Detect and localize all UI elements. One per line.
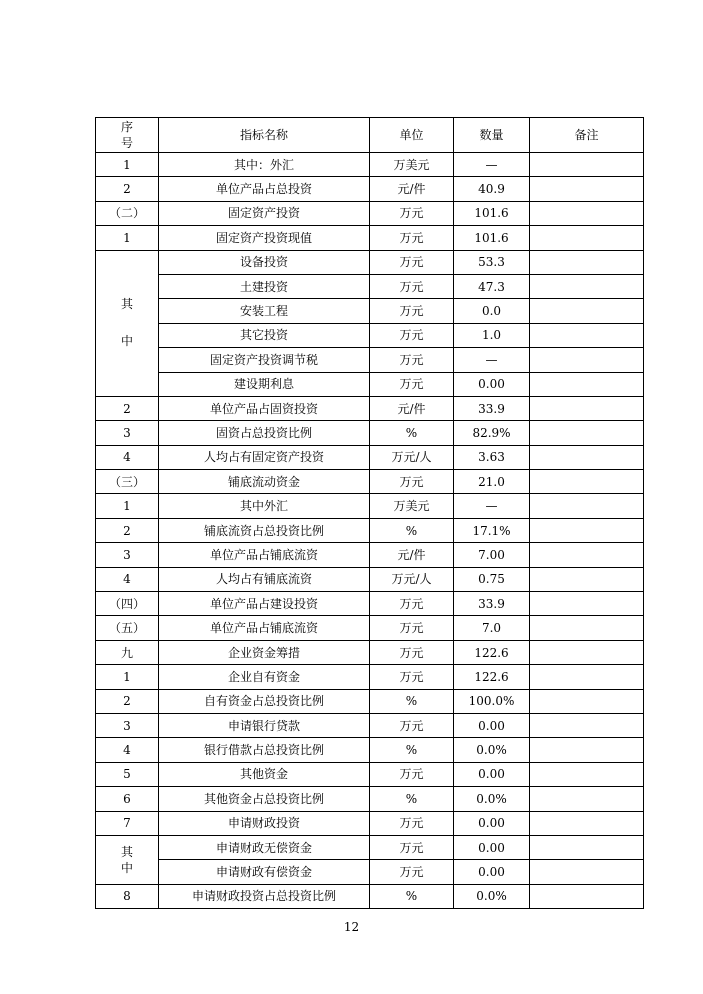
- note-cell: [530, 860, 644, 884]
- unit-cell: 万元: [370, 616, 454, 640]
- seq-cell: （五）: [96, 616, 159, 640]
- table-row: [96, 201, 644, 225]
- unit-cell: 万元/人: [370, 445, 454, 469]
- note-cell: [530, 299, 644, 323]
- table-row: [96, 592, 644, 616]
- name-cell: 其他资金占总投资比例: [159, 787, 370, 811]
- name-cell: 申请银行贷款: [159, 713, 370, 737]
- unit-cell: 万美元: [370, 494, 454, 518]
- name-cell: 固资占总投资比例: [159, 421, 370, 445]
- unit-cell: 万元: [370, 470, 454, 494]
- table-row: [96, 274, 644, 298]
- seq-cell: 1: [96, 226, 159, 250]
- table-row: [96, 738, 644, 762]
- qty-cell: 0.0%: [454, 738, 530, 762]
- table-row: [96, 811, 644, 835]
- note-cell: [530, 567, 644, 591]
- table-row: [96, 153, 644, 177]
- note-cell: [530, 250, 644, 274]
- table-row: [96, 567, 644, 591]
- qty-cell: —: [454, 494, 530, 518]
- group-label-char: 中: [120, 334, 133, 349]
- note-cell: [530, 616, 644, 640]
- name-cell: 铺底流资占总投资比例: [159, 518, 370, 542]
- table-row: [96, 494, 644, 518]
- qty-cell: 33.9: [454, 592, 530, 616]
- qty-cell: 0.75: [454, 567, 530, 591]
- name-cell: 其他资金: [159, 762, 370, 786]
- group-label-char: 其: [120, 297, 133, 312]
- unit-cell: 万元: [370, 299, 454, 323]
- note-cell: [530, 665, 644, 689]
- seq-cell: 2: [96, 518, 159, 542]
- unit-cell: 万元: [370, 665, 454, 689]
- qty-cell: 1.0: [454, 323, 530, 347]
- group-label-cell: [96, 250, 159, 396]
- note-cell: [530, 201, 644, 225]
- seq-cell: （三）: [96, 470, 159, 494]
- unit-cell: %: [370, 518, 454, 542]
- unit-cell: 万元: [370, 713, 454, 737]
- unit-cell: %: [370, 787, 454, 811]
- name-cell: 企业资金筹措: [159, 640, 370, 664]
- qty-cell: 122.6: [454, 640, 530, 664]
- name-cell: 其它投资: [159, 323, 370, 347]
- note-cell: [530, 543, 644, 567]
- name-cell: 申请财政无偿资金: [159, 835, 370, 859]
- qty-cell: 7.00: [454, 543, 530, 567]
- table-row: [96, 762, 644, 786]
- investment-indicator-table: [95, 117, 644, 909]
- qty-cell: 0.00: [454, 860, 530, 884]
- qty-cell: 0.00: [454, 762, 530, 786]
- seq-cell: 8: [96, 884, 159, 908]
- unit-cell: 元/件: [370, 177, 454, 201]
- qty-cell: 0.00: [454, 811, 530, 835]
- table-row: [96, 226, 644, 250]
- name-cell: 企业自有资金: [159, 665, 370, 689]
- qty-cell: 53.3: [454, 250, 530, 274]
- header-name: 指标名称: [159, 118, 370, 153]
- note-cell: [530, 738, 644, 762]
- name-cell: 单位产品占铺底流资: [159, 616, 370, 640]
- name-cell: 申请财政投资占总投资比例: [159, 884, 370, 908]
- table-row: [96, 543, 644, 567]
- seq-cell: 2: [96, 177, 159, 201]
- group-label-cell: [96, 835, 159, 884]
- name-cell: 申请财政投资: [159, 811, 370, 835]
- name-cell: 单位产品占建设投资: [159, 592, 370, 616]
- name-cell: 固定资产投资现值: [159, 226, 370, 250]
- unit-cell: 万元/人: [370, 567, 454, 591]
- name-cell: 固定资产投资: [159, 201, 370, 225]
- note-cell: [530, 762, 644, 786]
- seq-cell: （二）: [96, 201, 159, 225]
- note-cell: [530, 640, 644, 664]
- note-cell: [530, 470, 644, 494]
- note-cell: [530, 226, 644, 250]
- name-cell: 其中：外汇: [159, 153, 370, 177]
- table-row: [96, 665, 644, 689]
- page-number: 12: [343, 920, 360, 934]
- note-cell: [530, 323, 644, 347]
- table-row: [96, 299, 644, 323]
- header-unit: 单位: [370, 118, 454, 153]
- unit-cell: 万元: [370, 835, 454, 859]
- name-cell: 其中外汇: [159, 494, 370, 518]
- name-cell: 单位产品占固资投资: [159, 396, 370, 420]
- table-row: [96, 177, 644, 201]
- name-cell: 安装工程: [159, 299, 370, 323]
- unit-cell: %: [370, 421, 454, 445]
- qty-cell: 17.1%: [454, 518, 530, 542]
- seq-cell: 2: [96, 689, 159, 713]
- note-cell: [530, 421, 644, 445]
- seq-cell: 4: [96, 445, 159, 469]
- table-row: [96, 470, 644, 494]
- name-cell: 银行借款占总投资比例: [159, 738, 370, 762]
- qty-cell: 0.0%: [454, 787, 530, 811]
- seq-cell: 2: [96, 396, 159, 420]
- seq-cell: 7: [96, 811, 159, 835]
- table-row: [96, 860, 644, 884]
- seq-cell: 5: [96, 762, 159, 786]
- name-cell: 人均占有固定资产投资: [159, 445, 370, 469]
- seq-cell: 6: [96, 787, 159, 811]
- note-cell: [530, 494, 644, 518]
- qty-cell: 0.00: [454, 835, 530, 859]
- name-cell: 单位产品占总投资: [159, 177, 370, 201]
- unit-cell: 万元: [370, 348, 454, 372]
- unit-cell: 万元: [370, 640, 454, 664]
- seq-cell: 4: [96, 567, 159, 591]
- note-cell: [530, 153, 644, 177]
- note-cell: [530, 274, 644, 298]
- seq-cell: 九: [96, 640, 159, 664]
- unit-cell: 万元: [370, 201, 454, 225]
- table-row: [96, 518, 644, 542]
- unit-cell: 元/件: [370, 543, 454, 567]
- unit-cell: 万元: [370, 226, 454, 250]
- table-row: [96, 396, 644, 420]
- header-seq-line2: 号: [120, 136, 133, 150]
- unit-cell: 万元: [370, 323, 454, 347]
- name-cell: 设备投资: [159, 250, 370, 274]
- table-row: [96, 348, 644, 372]
- qty-cell: 82.9%: [454, 421, 530, 445]
- qty-cell: 3.63: [454, 445, 530, 469]
- note-cell: [530, 372, 644, 396]
- qty-cell: 0.00: [454, 372, 530, 396]
- seq-cell: 3: [96, 713, 159, 737]
- qty-cell: 0.00: [454, 713, 530, 737]
- seq-cell: 1: [96, 494, 159, 518]
- header-note: 备注: [530, 118, 644, 153]
- table-row: [96, 835, 644, 859]
- note-cell: [530, 689, 644, 713]
- qty-cell: 40.9: [454, 177, 530, 201]
- unit-cell: 万元: [370, 860, 454, 884]
- table-row: [96, 640, 644, 664]
- table-row: [96, 250, 644, 274]
- header-seq-line1: 序: [120, 120, 133, 134]
- table-row: [96, 787, 644, 811]
- table-header-row: [96, 118, 644, 153]
- unit-cell: 万元: [370, 274, 454, 298]
- note-cell: [530, 396, 644, 420]
- name-cell: 自有资金占总投资比例: [159, 689, 370, 713]
- seq-cell: 4: [96, 738, 159, 762]
- unit-cell: 万元: [370, 592, 454, 616]
- table-row: [96, 421, 644, 445]
- table-row: [96, 713, 644, 737]
- table-row: [96, 689, 644, 713]
- name-cell: 固定资产投资调节税: [159, 348, 370, 372]
- header-seq: [96, 118, 159, 153]
- table-row: [96, 445, 644, 469]
- unit-cell: 万元: [370, 250, 454, 274]
- seq-cell: 3: [96, 421, 159, 445]
- name-cell: 建设期利息: [159, 372, 370, 396]
- qty-cell: 101.6: [454, 201, 530, 225]
- qty-cell: 0.0: [454, 299, 530, 323]
- note-cell: [530, 811, 644, 835]
- name-cell: 铺底流动资金: [159, 470, 370, 494]
- seq-cell: 1: [96, 665, 159, 689]
- header-qty: 数量: [454, 118, 530, 153]
- group-label-char: 中: [120, 860, 133, 875]
- note-cell: [530, 835, 644, 859]
- note-cell: [530, 592, 644, 616]
- name-cell: 申请财政有偿资金: [159, 860, 370, 884]
- note-cell: [530, 177, 644, 201]
- unit-cell: 万美元: [370, 153, 454, 177]
- qty-cell: 100.0%: [454, 689, 530, 713]
- note-cell: [530, 518, 644, 542]
- unit-cell: 万元: [370, 811, 454, 835]
- qty-cell: —: [454, 153, 530, 177]
- unit-cell: %: [370, 689, 454, 713]
- qty-cell: 122.6: [454, 665, 530, 689]
- qty-cell: 7.0: [454, 616, 530, 640]
- unit-cell: 万元: [370, 372, 454, 396]
- seq-cell: 3: [96, 543, 159, 567]
- unit-cell: 元/件: [370, 396, 454, 420]
- name-cell: 单位产品占铺底流资: [159, 543, 370, 567]
- note-cell: [530, 713, 644, 737]
- note-cell: [530, 348, 644, 372]
- qty-cell: 33.9: [454, 396, 530, 420]
- seq-cell: （四）: [96, 592, 159, 616]
- unit-cell: 万元: [370, 762, 454, 786]
- qty-cell: 47.3: [454, 274, 530, 298]
- note-cell: [530, 884, 644, 908]
- note-cell: [530, 445, 644, 469]
- unit-cell: %: [370, 738, 454, 762]
- name-cell: 土建投资: [159, 274, 370, 298]
- qty-cell: 0.0%: [454, 884, 530, 908]
- table-row: [96, 323, 644, 347]
- qty-cell: 21.0: [454, 470, 530, 494]
- unit-cell: %: [370, 884, 454, 908]
- note-cell: [530, 787, 644, 811]
- table-row: [96, 616, 644, 640]
- qty-cell: —: [454, 348, 530, 372]
- name-cell: 人均占有铺底流资: [159, 567, 370, 591]
- group-label-char: 其: [120, 844, 133, 859]
- table-row: [96, 372, 644, 396]
- seq-cell: 1: [96, 153, 159, 177]
- table-row: [96, 884, 644, 908]
- qty-cell: 101.6: [454, 226, 530, 250]
